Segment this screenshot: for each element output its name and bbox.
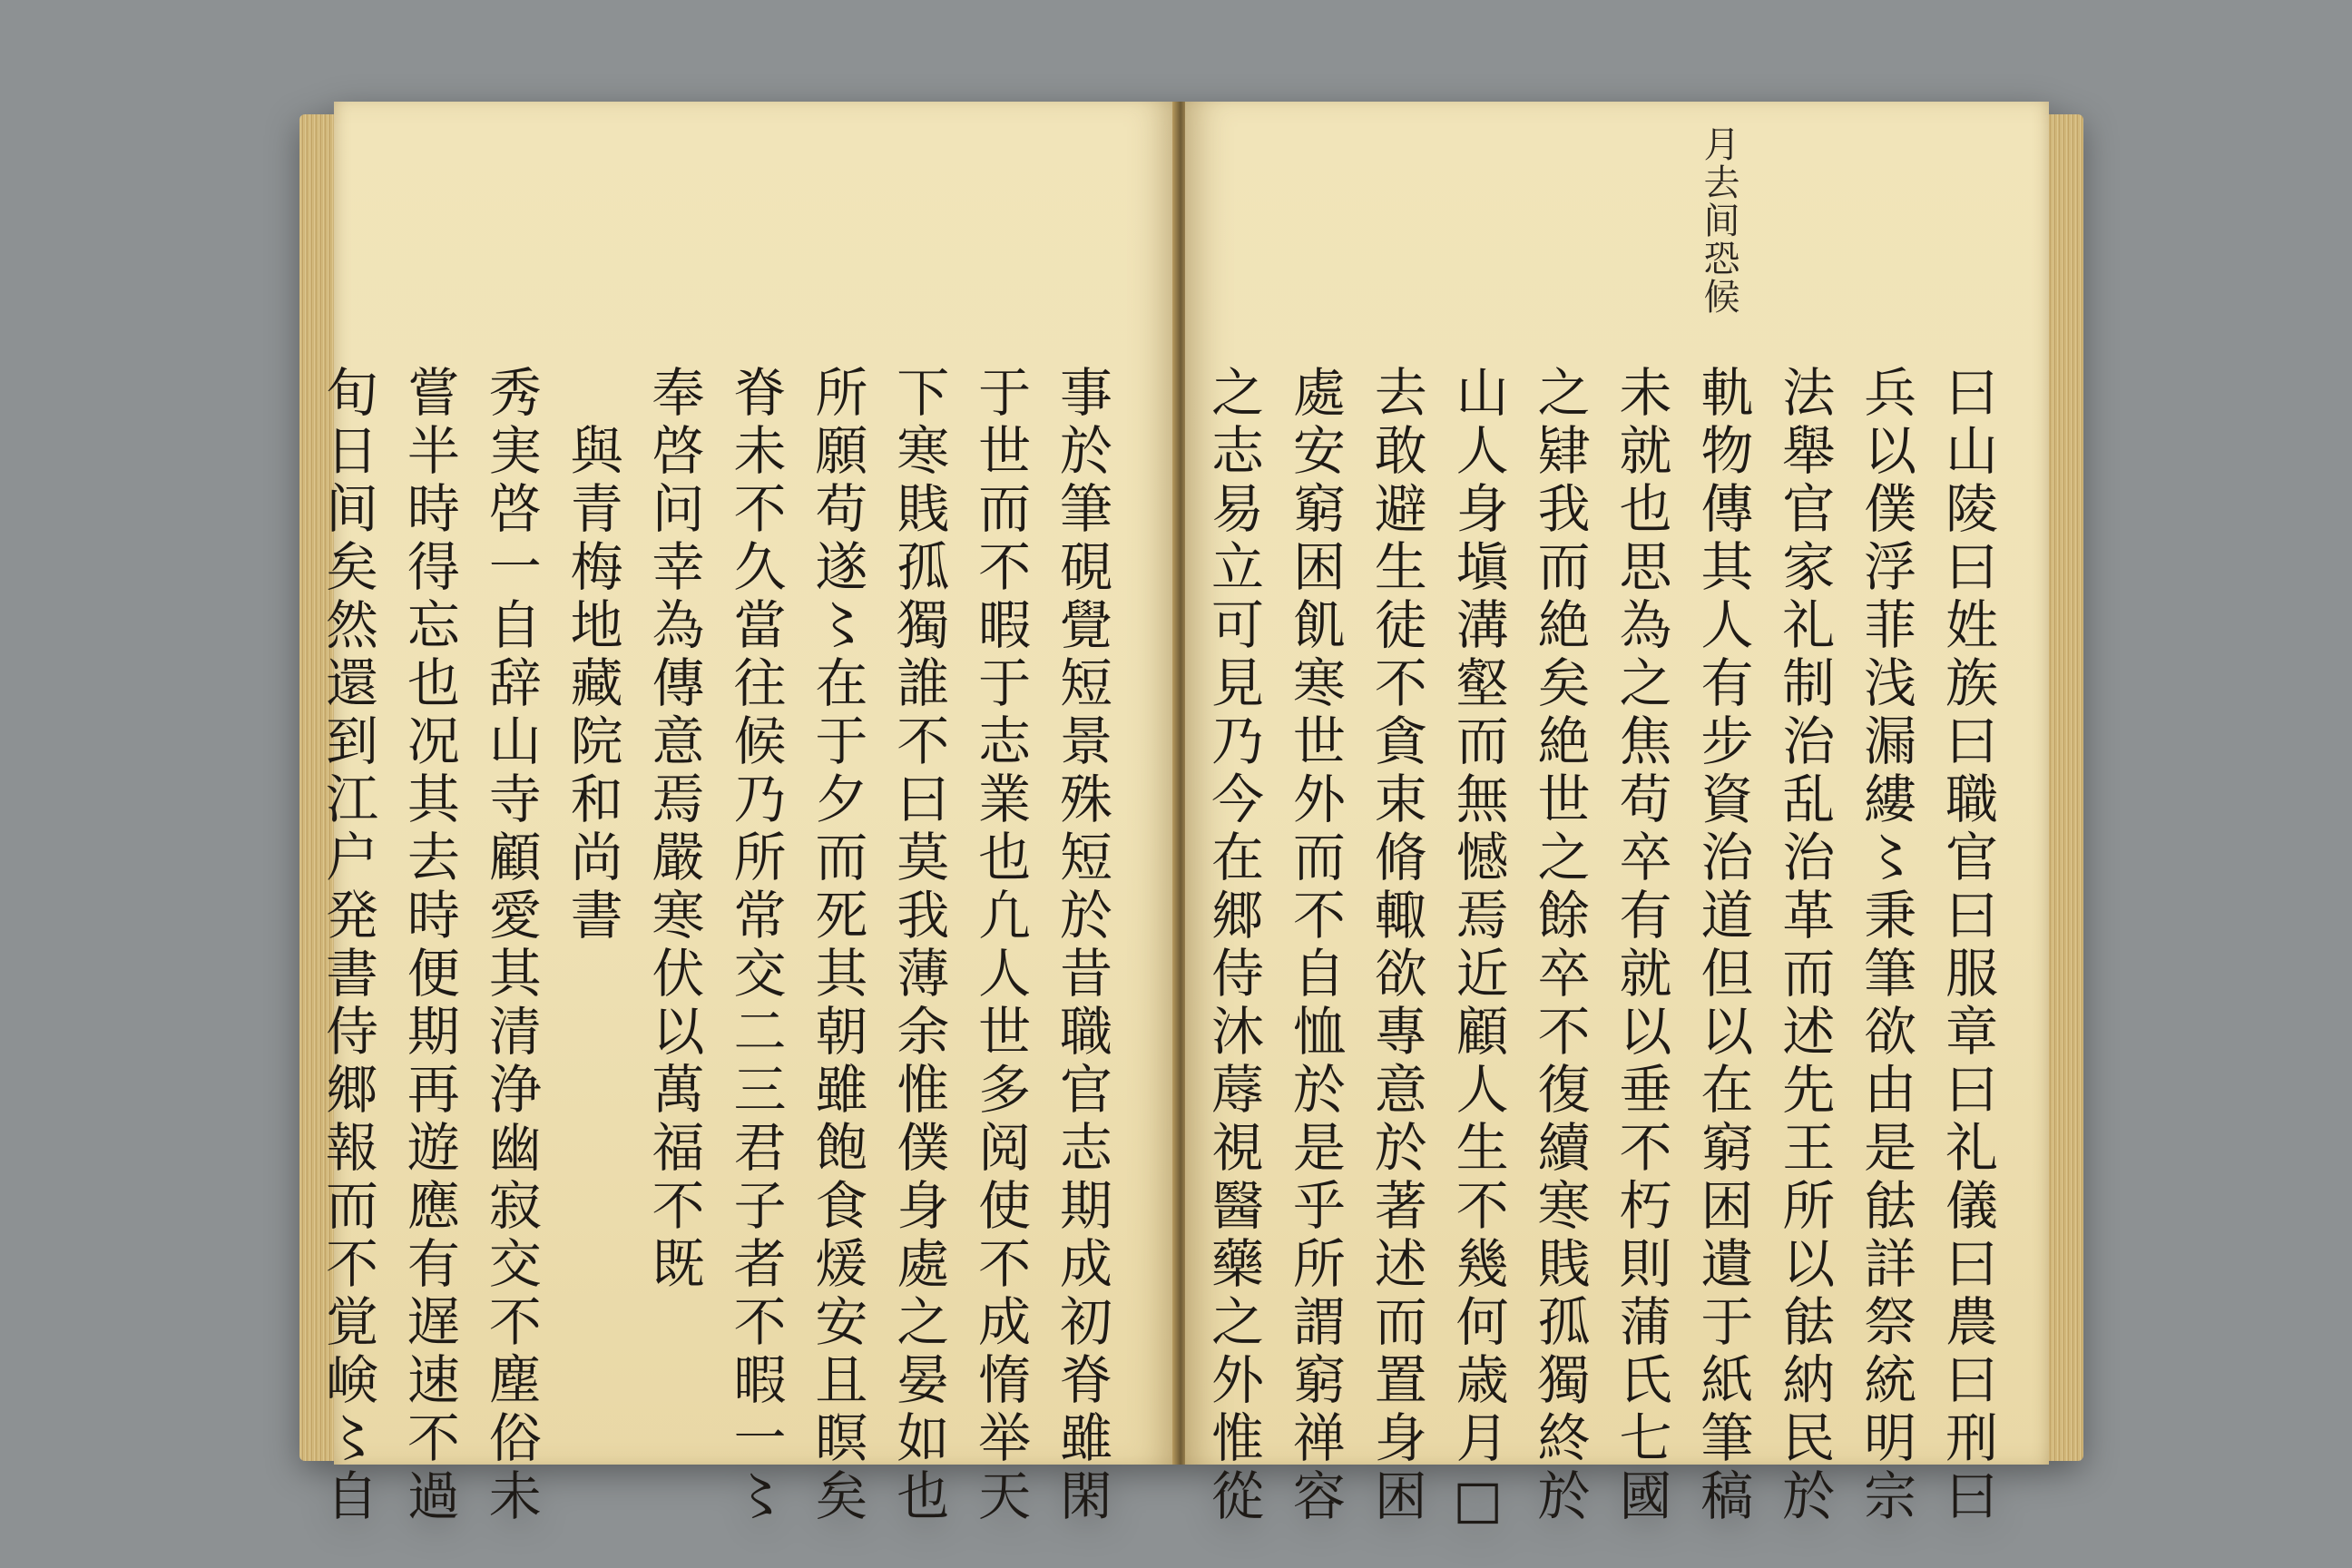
left-column: 下寒賎孤獨誰不曰莫我薄余惟僕身處之晏如也: [887, 365, 950, 1526]
left-column: 所願苟遂〻在于夕而死其朝雖飽食煖安且瞑矣: [806, 365, 868, 1526]
page-edges-right: [2047, 114, 2083, 1461]
letter-heading: 與青梅地藏院和尚書: [561, 365, 623, 946]
right-column: 兵以僕浮菲浅漏縷〻秉筆欲由是䏻詳祭統明宗: [1855, 365, 1917, 1526]
right-column: 法舉官家礼制治乱治革而述先王所以䏻納民於: [1773, 365, 1836, 1526]
left-column: 奉啓问幸為傳意焉嚴寒伏以萬福不既: [642, 365, 705, 1294]
right-column: 之肄我而絶矣絶世之餘卒不復續寒賎孤獨終於: [1528, 365, 1591, 1526]
left-column: 嘗半時得忘也况其去時便期再遊應有遅速不過: [397, 365, 460, 1526]
left-column: 脊未不久當往候乃所常交二三君子者不暇一〻: [724, 365, 787, 1526]
left-column: 事於筆硯覺短景殊短於昔職官志期成初脊雖閑: [1051, 365, 1112, 1526]
right-column: 處安窮困飢寒世外而不自恤於是乎所謂窮禅容: [1283, 365, 1346, 1526]
right-column: 去敢避生徒不貪束脩輙欲專意於著述而置身困: [1365, 365, 1427, 1526]
right-page-text: [1191, 365, 2007, 1535]
right-column: 軌物傳其人有步資治道但以在窮困遺于紙筆稿: [1691, 365, 1754, 1526]
page-header-note: 月去间恐候: [1698, 125, 1740, 316]
right-column: 未就也思為之焦苟卒有就以垂不朽則蒲氏七國: [1610, 365, 1672, 1526]
right-column: 曰山陵曰姓族曰職官曰服章曰礼儀曰農曰刑曰: [1936, 365, 1998, 1526]
left-column: 秀実啓一自辞山寺顧愛其清浄幽寂交不塵俗未: [479, 365, 542, 1526]
right-column: 山人身塡溝壑而無憾焉近顧人生不幾何歳月□: [1446, 365, 1509, 1535]
right-page: [1185, 102, 2049, 1535]
left-column: 于世而不暇于志業也凢人世多阅使不成惰举天: [969, 365, 1032, 1526]
left-page: [316, 102, 1176, 1526]
open-book: [299, 102, 2083, 1535]
left-page-text: [306, 365, 1122, 1526]
right-column: 之志易立可見乃今在郷侍沐蓐視醫藥之外惟從: [1201, 365, 1264, 1526]
left-column: 旬日间矣然還到江户発書侍郷報而不覚𡸴〻自: [316, 365, 378, 1526]
